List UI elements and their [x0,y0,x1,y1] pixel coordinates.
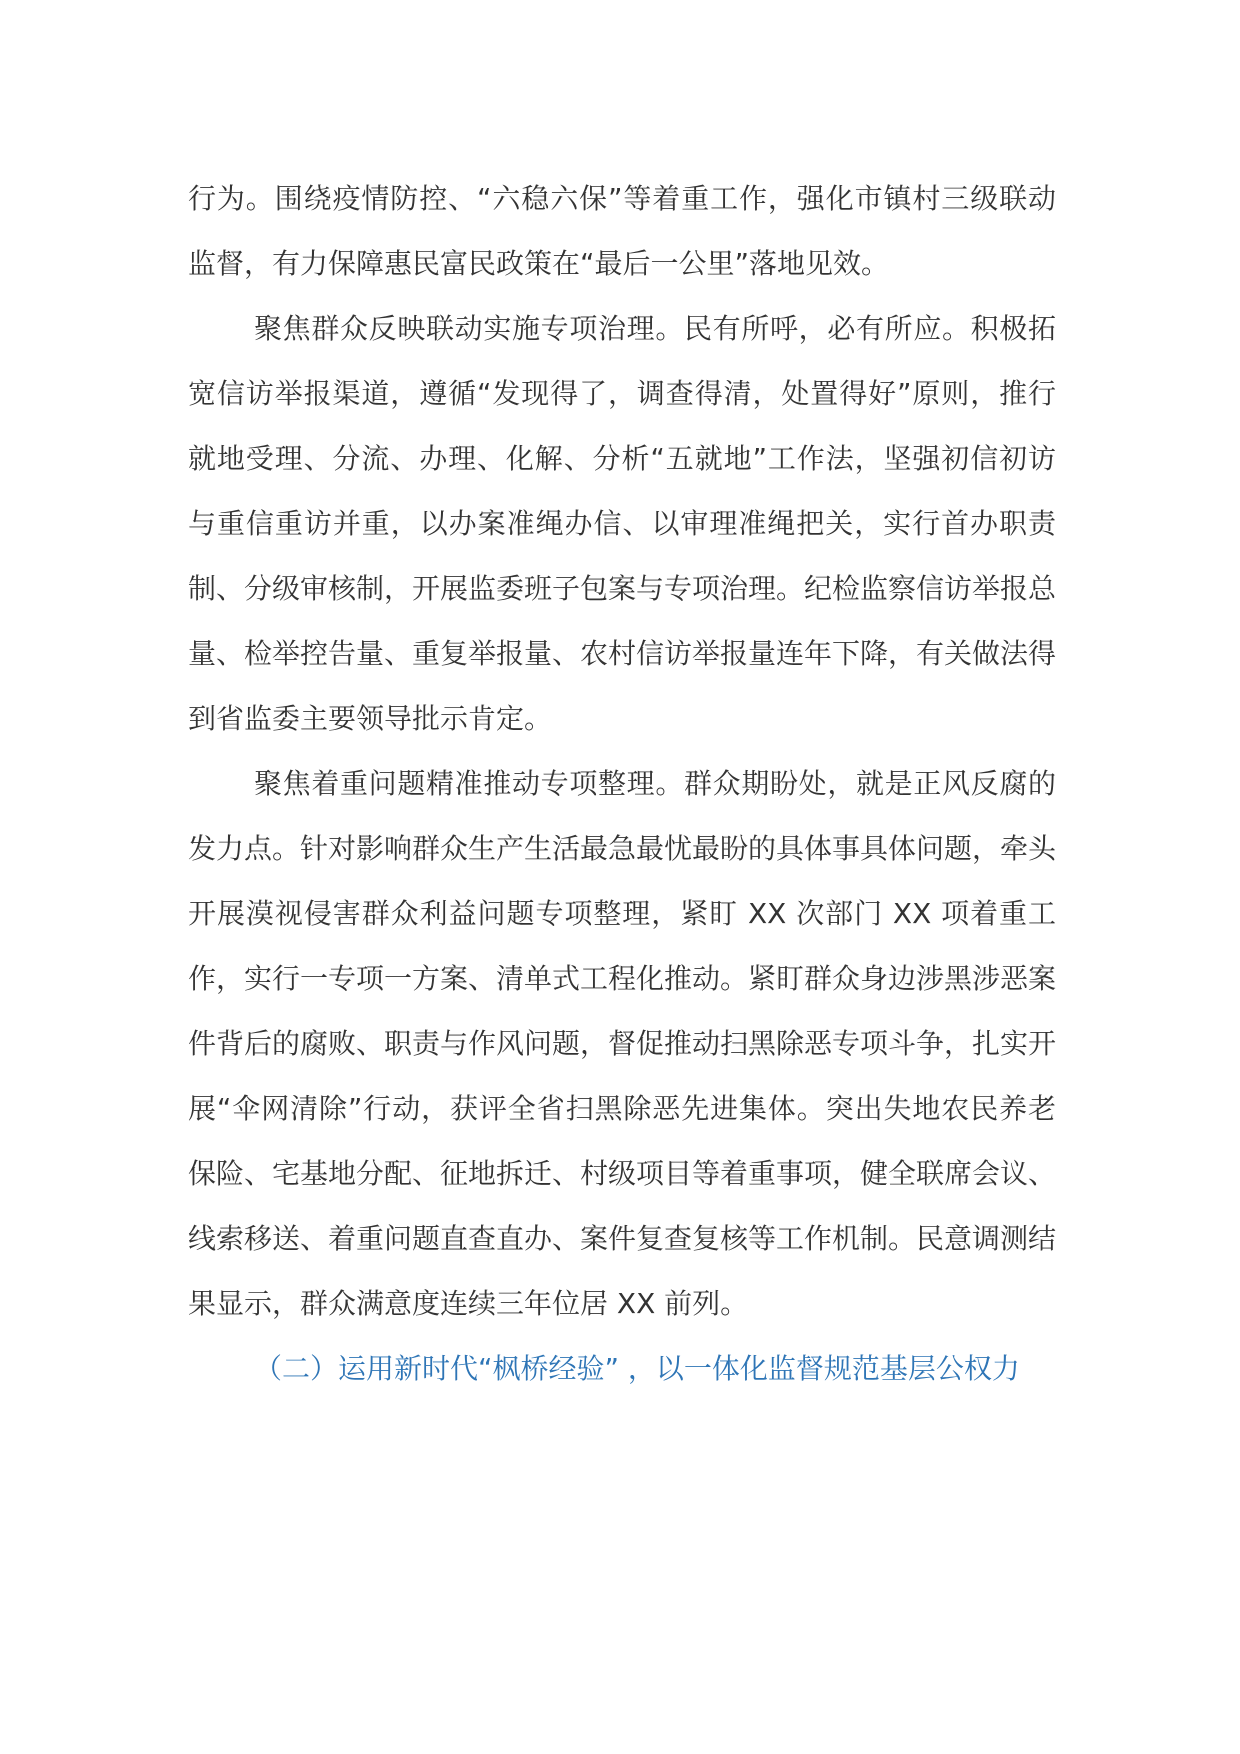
paragraph-special-rectification: 聚焦着重问题精准推动专项整理。群众期盼处，就是正风反腐的发力点。针对影响群众生产生活最急最忧最盼的具体事具体问题，牵头开展漠视侵害群众利益问题专项整理，紧盯 XX 次部门 XX 项着重工作，实行一专项一方案、清单式工程化推动。紧盯群众身边涉黑涉恶案件背后的腐败、职责与作风问题，督促推动扫黑除恶专项斗争，扎实开展“伞网清除”行动，获评全省扫黑除恶先进集体。突出失地农民养老保险、宅基地分配、征地拆迁、村级项目等着重事项，健全联席会议、线索移送、着重问题直查直办、案件复查复核等工作机制。民意调测结果显示，群众满意度连续三年位居 XX 前列。 [188,767,1057,1320]
paragraph-petition-governance: 聚焦群众反映联动实施专项治理。民有所呼，必有所应。积极拓宽信访举报渠道，遵循“发现得了，调查得清，处置得好”原则，推行就地受理、分流、办理、化解、分析“五就地”工作法，坚强初信初访与重信重访并重，以办案准绳办信、以审理准绳把关，实行首办职责制、分级审核制，开展监委班子包案与专项治理。纪检监察信访举报总量、检举控告量、重复举报量、农村信访举报量连年下降，有关做法得到省监委主要领导批示肯定。 [188,312,1057,735]
document-page [188,166,1056,1401]
section-heading: （二）运用新时代“枫桥经验” ，以一体化监督规范基层公权力 [254,1352,1020,1385]
paragraph-continuation: 行为。围绕疫情防控、“六稳六保”等着重工作，强化市镇村三级联动监督，有力保障惠民富民政策在“最后一公里”落地见效。 [188,182,1056,280]
